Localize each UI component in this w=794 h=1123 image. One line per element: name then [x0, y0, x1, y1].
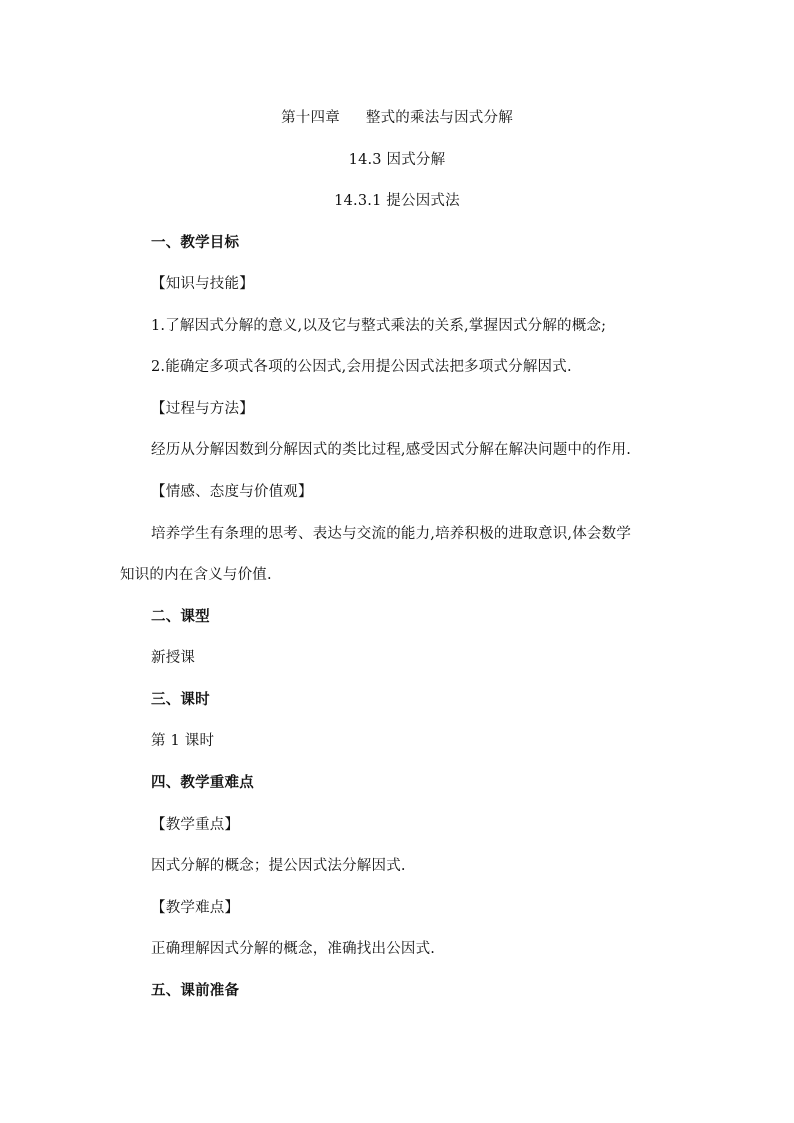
chapter-title-line	[0, 108, 794, 128]
heading-class-hours: 三、课时	[151, 691, 210, 708]
process-text: 经历从分解因数到分解因式的类比过程,感受因式分解在解决问题中的作用.	[151, 442, 632, 458]
difficult-point-text: 正确理解因式分解的概念，准确找出公因式.	[151, 941, 436, 957]
class-hours-text: 第 1 课时	[151, 733, 215, 749]
knowledge-item-1: 1.了解因式分解的意义,以及它与整式乘法的关系,掌握因式分解的概念;	[151, 318, 607, 334]
subsection-title: 14.3.1 提公因式法	[334, 193, 460, 209]
label-difficult-point: 【教学难点】	[151, 900, 240, 916]
knowledge-item-2: 2.能确定多项式各项的公因式,会用提公因式法把多项式分解因式.	[151, 359, 572, 375]
heading-teaching-goals: 一、教学目标	[151, 234, 240, 251]
emotion-text-line-2: 知识的内在含义与价值.	[120, 567, 272, 583]
heading-lesson-type: 二、课型	[151, 608, 210, 625]
lesson-type-text: 新授课	[151, 650, 196, 666]
key-point-text: 因式分解的概念；提公因式法分解因式.	[151, 858, 406, 874]
label-key-point: 【教学重点】	[151, 817, 240, 833]
chapter-name: 整式的乘法与因式分解	[365, 110, 513, 126]
label-process-method: 【过程与方法】	[151, 401, 254, 417]
heading-key-difficult-points: 四、教学重难点	[151, 774, 254, 791]
emotion-text-line-1: 培养学生有条理的思考、表达与交流的能力,培养积极的进取意识,体会数学	[151, 526, 632, 542]
chapter-number: 第十四章	[281, 110, 340, 126]
label-emotion-attitude: 【情感、态度与价值观】	[151, 484, 313, 500]
heading-pre-class-preparation: 五、课前准备	[151, 982, 240, 999]
section-title: 14.3 因式分解	[348, 152, 446, 168]
label-knowledge-skills: 【知识与技能】	[151, 276, 254, 292]
